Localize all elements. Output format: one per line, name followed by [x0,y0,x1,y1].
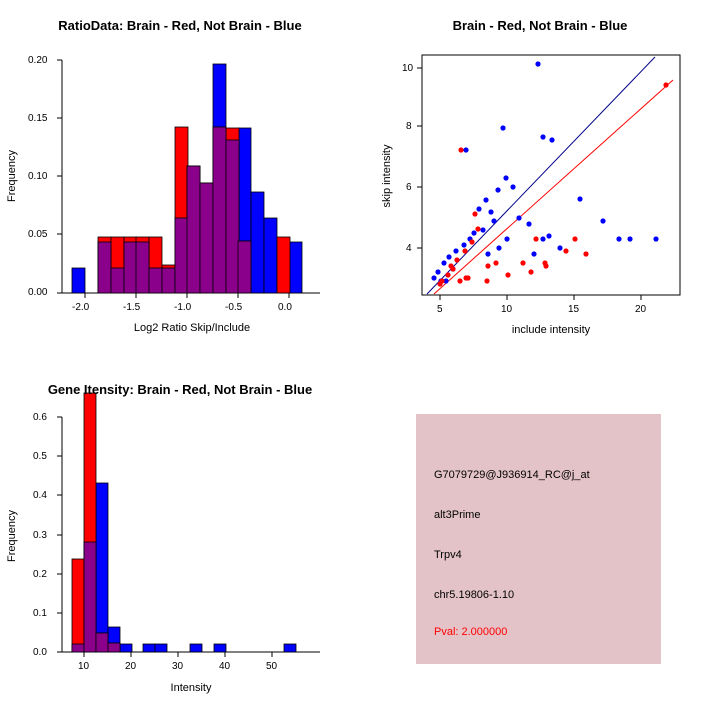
info-locus: chr5.19806-1.10 [434,589,515,601]
panel-scatter-xlabel: include intensity [511,324,591,336]
ytick-4: 0.20 [28,55,48,66]
scatter-ytick-3: 10 [402,63,414,74]
gene-xtick-2: 30 [172,661,184,672]
panel-scatter-plot [360,0,720,360]
scatter-ytick-1: 6 [406,182,412,193]
ytick-3: 0.15 [28,113,48,124]
panel-gene-title: Gene Itensity: Brain - Red, Not Brain - Blue [47,382,313,397]
hist-bars-overlap [98,127,251,293]
panel-ratio-ylabel: Frequency [6,150,18,202]
gene-ytick-0: 0.0 [33,647,47,658]
panel-gene-ylabel: Frequency [6,510,18,562]
scatter-xtick-2: 15 [568,304,580,315]
gene-hist-bars-blue [72,483,296,652]
panel-gene-xlabel: Intensity [170,682,212,694]
xtick-4: 0.0 [278,302,292,313]
panel-scatter-ylabel: skip intensity [381,144,393,208]
panel-scatter-title: Brain - Red, Not Brain - Blue [452,18,628,33]
gene-ytick-2: 0.2 [33,569,47,580]
ytick-2: 0.10 [28,171,48,182]
ytick-0: 0.00 [28,287,48,298]
gene-xtick-4: 50 [266,661,278,672]
xtick-3: -0.5 [225,302,243,313]
xtick-0: -2.0 [72,302,90,313]
info-pval: Pval: 2.000000 [434,626,508,638]
trend-line-blue [427,57,655,294]
info-probe-id: G7079729@J936914_RC@j_at [434,469,590,481]
scatter-ytick-2: 8 [406,121,412,132]
xtick-2: -1.0 [174,302,192,313]
gene-xtick-0: 10 [78,661,90,672]
panel-gene-histogram [0,360,360,720]
scatter-xtick-1: 10 [501,304,513,315]
gene-ytick-4: 0.4 [33,490,47,501]
panel-info [360,360,720,720]
gene-ytick-5: 0.5 [33,451,47,462]
panel-ratio-title: RatioData: Brain - Red, Not Brain - Blue [58,18,302,33]
info-gene: Trpv4 [434,549,462,561]
scatter-xtick-3: 20 [635,304,647,315]
panel-ratio-xlabel: Log2 Ratio Skip/Include [133,322,251,334]
info-event-type: alt3Prime [434,509,481,521]
info-panel-background [416,414,661,664]
panel-ratio-histogram [0,0,360,360]
gene-ytick-1: 0.1 [33,608,47,619]
ytick-1: 0.05 [28,229,48,240]
scatter-points-red [437,82,668,286]
gene-ytick-3: 0.3 [33,530,47,541]
gene-xtick-3: 40 [219,661,231,672]
gene-ytick-6: 0.6 [33,412,47,423]
gene-xtick-1: 20 [125,661,137,672]
scatter-ytick-0: 4 [406,243,412,254]
scatter-xtick-0: 5 [437,304,443,315]
panel-scatter [360,0,720,360]
trend-line-red [434,80,673,294]
xtick-1: -1.5 [123,302,141,313]
